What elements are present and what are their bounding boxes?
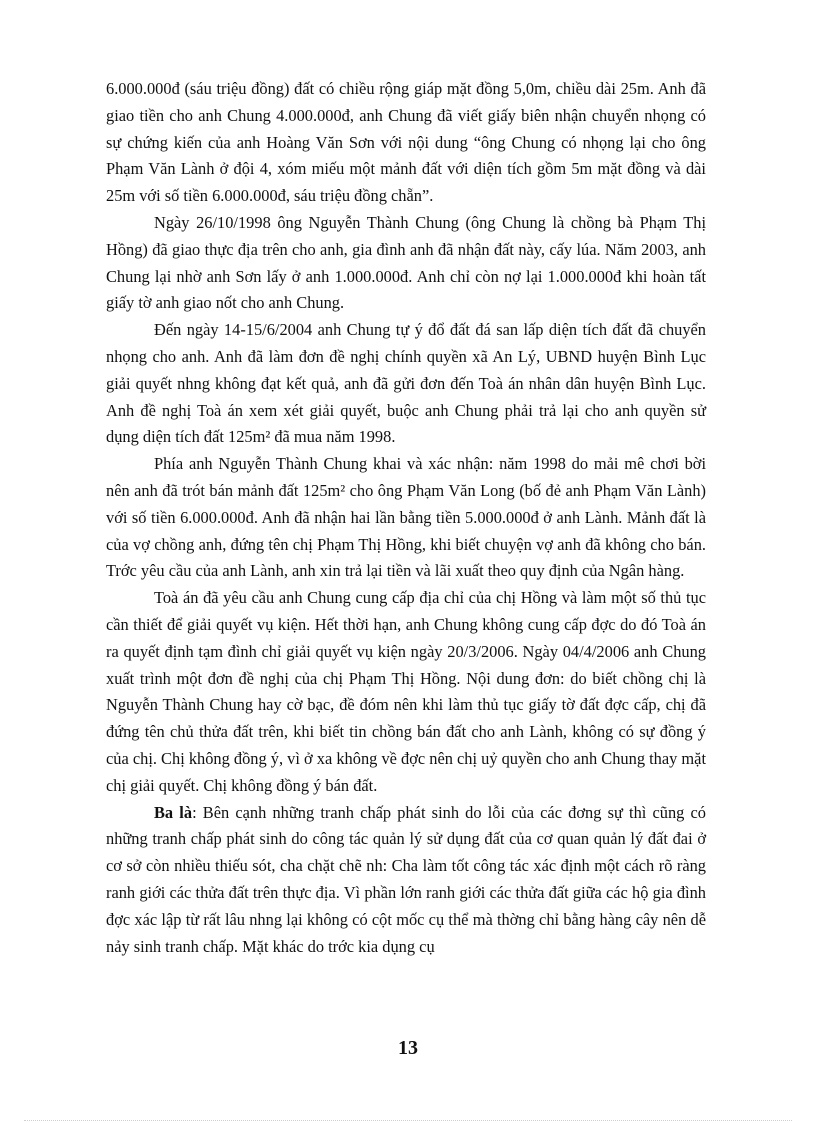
paragraph-3 [106,317,706,451]
paragraph-6 [106,800,706,961]
body-text [106,76,706,960]
paragraph-6-lead: Ba là [154,802,193,822]
paragraph-3-text: Đến ngày 14-15/6/2004 anh Chung tự ý đổ đất đá san lấp diện tích đất đã chuyển nhọng cho anh. Anh đã làm đơn đề nghị chính quyền xã An Lý, UBND huyện Bình Lục giải quyết nhng không đạt kết quả, anh đã gửi đơn đến Toà án nhân dân huyện Bình Lục. Anh đề nghị Toà án xem xét giải quyết, buộc anh Chung phải trả lại cho anh quyền sử dụng diện tích đất 125m² đã mua năm 1998. [106,320,706,447]
paragraph-4-text: Phía anh Nguyễn Thành Chung khai và xác nhận: năm 1998 do mải mê chơi bời nên anh đã trót bán mảnh đất 125m² cho ông Phạm Văn Long (bố đẻ anh Phạm Văn Lành) với số tiền 6.000.000đ. Anh đã nhận hai lần bằng tiền 5.000.000đ ở anh Lành. Mảnh đất là của vợ chồng anh, đứng tên chị Phạm Thị Hồng, khi biết chuyện vợ anh đã không cho bán. Trớc yêu cầu của anh Lành, anh xin trả lại tiền và lãi xuất theo quy định của Ngân hàng. [106,454,706,581]
paragraph-5 [106,585,706,799]
paragraph-5-text: Toà án đã yêu cầu anh Chung cung cấp địa chỉ của chị Hồng và làm một số thủ tục cần thiết để giải quyết vụ kiện. Hết thời hạn, anh Chung không cung cấp đợc do đó Toà án ra quyết định tạm đình chỉ giải quyết vụ kiện ngày 20/3/2006. Ngày 04/4/2006 anh Chung xuất trình một đơn đề nghị của chị Phạm Thị Hồng. Nội dung đơn: do biết chồng chị là Nguyễn Thành Chung hay cờ bạc, đề đóm nên khi làm thủ tục giấy tờ đất đợc cấp, chị đã đứng tên chủ thửa đất trên, khi biết tin chồng bán đất cho anh Lành, không có sự đồng ý của chị. Chị không đồng ý, vì ở xa không về đợc nên chị uỷ quyền cho anh Chung thay mặt chị giải quyết. Chị không đồng ý bán đất. [106,588,707,795]
paragraph-2-text: Ngày 26/10/1998 ông Nguyễn Thành Chung (ông Chung là chồng bà Phạm Thị Hồng) đã giao thực địa trên cho anh, gia đình anh đã nhận đất này, cấy lúa. Năm 2003, anh Chung lại nhờ anh Sơn lấy ở anh 1.000.000đ. Anh chỉ còn nợ lại 1.000.000đ khi hoàn tất giấy tờ anh giao nốt cho anh Chung. [106,212,706,313]
paragraph-2 [106,210,706,317]
page-number: 13 [398,1037,418,1059]
paragraph-6-text: : Bên cạnh những tranh chấp phát sinh do lỗi của các đơng sự thì cũng có những tranh chấp phát sinh do công tác quản lý sử dụng đất của cơ quan quản lý đất đai ở cơ sở còn nhiều thiếu sót, cha chặt chẽ nh: Cha làm tốt công tác xác định một cách rõ ràng ranh giới các thửa đất trên thực địa. Vì phần lớn ranh giới các thửa đất giữa các hộ gia đình đợc xác lập từ rất lâu nhng lại không có cột mốc cụ thể mà thờng chỉ bằng hàng cây nên dễ nảy sinh tranh chấp. Mặt khác do trớc kia dụng cụ [106,802,706,956]
paragraph-4 [106,451,706,585]
paragraph-1-text: 6.000.000đ (sáu triệu đồng) đất có chiều rộng giáp mặt đồng 5,0m, chiều dài 25m. Anh đã giao tiền cho anh Chung 4.000.000đ, anh Chung đã viết giấy biên nhận chuyển nhọng có sự chứng kiến của anh Hoàng Văn Sơn với nội dung “ông Chung có nhọng lại cho ông Phạm Văn Lành ở đội 4, xóm miếu một mảnh đất với diện tích gồm 5m mặt đồng và dài 25m với số tiền 6.000.000đ, sáu triệu đồng chẵn”. [106,79,706,206]
footer-divider [24,1120,792,1121]
paragraph-1 [106,76,706,210]
